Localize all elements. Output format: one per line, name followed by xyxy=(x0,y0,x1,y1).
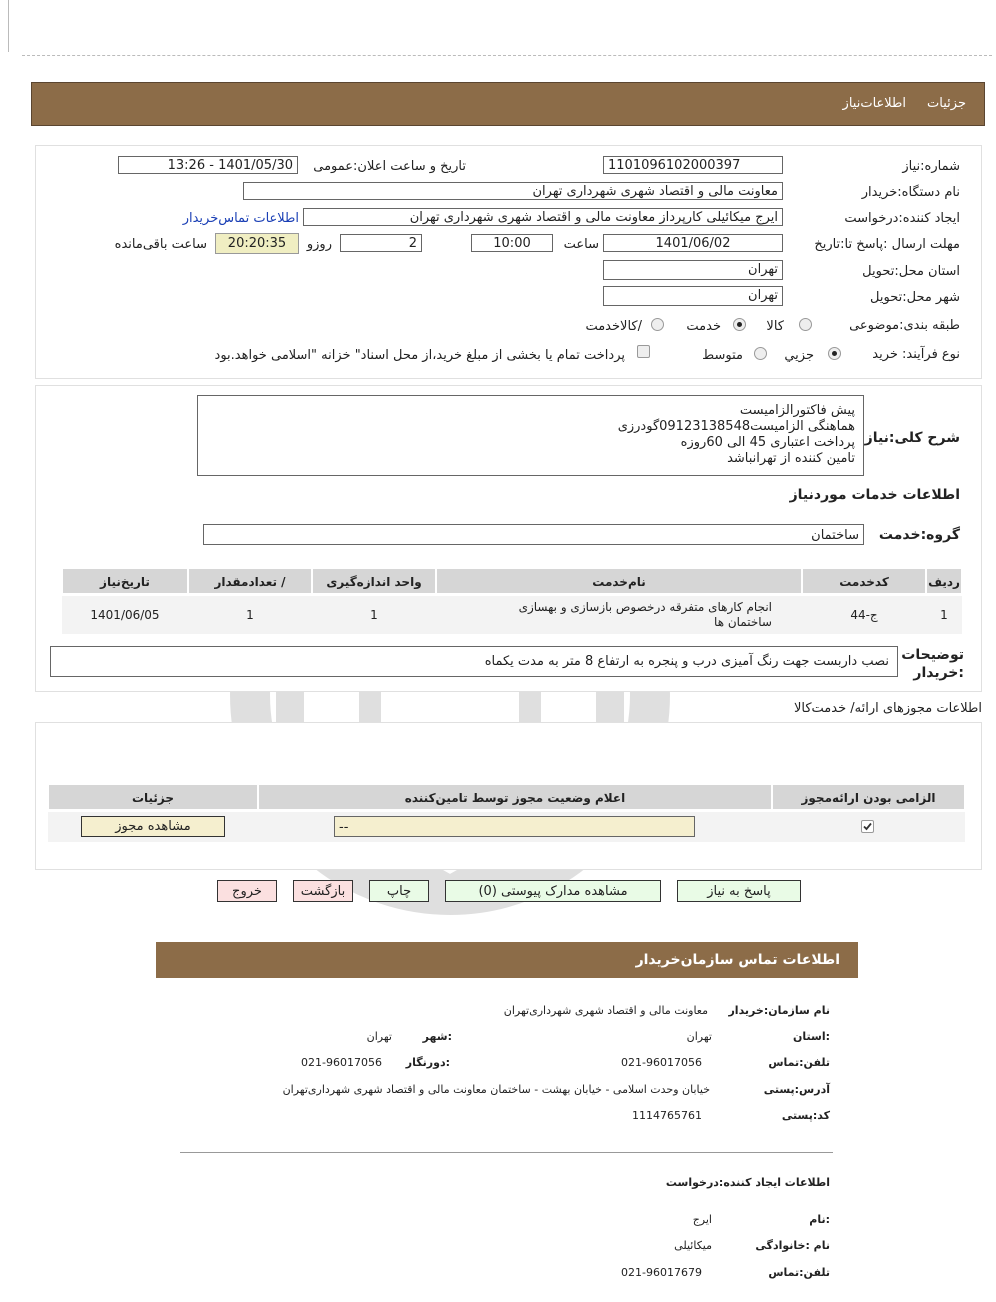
category-label: طبقه بندی:موضوعی xyxy=(849,318,960,333)
need-number-field: 1101096102000397 xyxy=(603,156,783,174)
col-unit-header: واحد اندازه‌گیری xyxy=(312,568,436,594)
category-service-radio[interactable] xyxy=(733,318,746,331)
creator-label: ایجاد کننده:درخواست xyxy=(844,211,960,226)
description-box xyxy=(197,395,864,476)
back-button[interactable]: بازگشت xyxy=(293,880,353,902)
reply-button[interactable]: پاسخ به نیاز xyxy=(677,880,801,902)
cell-row: 1 xyxy=(940,608,948,622)
permit-status-field[interactable]: -- xyxy=(334,816,695,837)
view-permit-button[interactable]: مشاهده مجوز xyxy=(81,816,225,837)
description-label: شرح کلی:نیاز xyxy=(864,430,960,446)
description-line-1: پیش فاکتورالزامیست xyxy=(739,403,855,418)
contact-postal-label: کد:پستی xyxy=(781,1109,830,1122)
col-qty-header: / تعدادمقدار xyxy=(188,568,312,594)
category-both-label: /کالاخدمت xyxy=(585,319,642,334)
page-title: اطلاعات‌نیاز xyxy=(842,96,906,111)
contact-address-value: خیابان وحدت اسلامی - خیابان بهشت - ساختمان معاونت مالی و اقتصاد شهری شهرداری‌تهران xyxy=(282,1083,710,1096)
buyer-notes-label: توضیحات :خریدار xyxy=(901,647,964,681)
contact-postal-value: 1114765761 xyxy=(632,1109,702,1122)
contact-address-label: آدرس:پستی xyxy=(763,1083,830,1096)
process-label: نوع فرآیند: خرید xyxy=(872,347,960,362)
service-group-field: ساختمان xyxy=(203,524,864,545)
city-label: شهر محل:تحویل xyxy=(870,290,960,305)
col-name-header: نام‌خدمت xyxy=(436,568,802,594)
buyer-contact-link[interactable]: اطلاعات تماس‌خریدار xyxy=(182,211,299,226)
details-tab[interactable]: جزئیات xyxy=(927,96,966,111)
contact-province-label: :استان xyxy=(793,1030,830,1043)
contact-header-bar xyxy=(156,942,858,978)
header-bar xyxy=(31,82,985,126)
permit-required-checkbox[interactable] xyxy=(861,820,874,833)
province-field: تهران xyxy=(603,260,783,280)
cell-qty: 1 xyxy=(246,608,254,622)
left-border-line xyxy=(8,0,9,52)
contact-fax-label: :دورنگار xyxy=(405,1056,450,1069)
creator-family-label: نام :خانوادگی xyxy=(755,1239,830,1252)
process-medium-label: متوسط xyxy=(702,348,743,363)
table-row xyxy=(62,596,962,634)
top-divider xyxy=(22,55,992,56)
province-label: استان محل:تحویل xyxy=(862,264,960,279)
creator-field: ایرج میکائیلی کارپرداز معاونت مالی و اقتصاد شهری شهرداری تهران xyxy=(303,208,783,226)
city-field: تهران xyxy=(603,286,783,306)
cell-code: ج-44 xyxy=(850,608,878,622)
permits-title: اطلاعات مجوزهای ارائه/ خدمت‌کالا xyxy=(793,701,982,716)
category-service-label: خدمت xyxy=(686,319,721,334)
days-label: روزو xyxy=(306,237,332,252)
creator-family-value: میکائیلی xyxy=(674,1239,712,1252)
permit-details-header: جزئیات xyxy=(48,784,258,810)
contact-org-label: نام سازمان:خریدار xyxy=(728,1004,830,1017)
creator-phone-label: تلفن:تماس xyxy=(768,1266,830,1279)
contact-city-value: تهران xyxy=(366,1030,392,1043)
creator-name-label: :نام xyxy=(809,1213,830,1226)
remaining-label: ساعت باقی‌مانده xyxy=(114,237,207,252)
description-line-3: پرداخت اعتباری 45 الی 60روزه xyxy=(680,435,855,450)
category-goods-label: کالا xyxy=(766,319,784,334)
treasury-payment-checkbox[interactable] xyxy=(637,345,650,358)
creator-info-title: اطلاعات ایجاد کننده:درخواست xyxy=(665,1176,830,1189)
creator-name-value: ایرج xyxy=(692,1213,712,1226)
col-row-header: ردیف xyxy=(926,568,962,594)
buyer-org-label: نام دستگاه:خریدار xyxy=(861,185,960,200)
announce-field xyxy=(118,156,298,174)
permit-required-header: الزامی بودن ارائه‌مجوز xyxy=(772,784,965,810)
col-date-header: تاریخ‌نیاز xyxy=(62,568,188,594)
deadline-time-label: ساعت xyxy=(563,237,599,252)
service-group-label: گروه:خدمت xyxy=(878,527,960,543)
process-partial-label: جزيي xyxy=(784,348,814,363)
need-number-label: شماره:نیاز xyxy=(902,159,960,174)
contact-phone-value: 021-96017056 xyxy=(621,1056,702,1069)
buyer-notes-box: نصب داربست جهت رنگ آمیزی درب و پنجره به ارتفاع 8 متر به مدت یکماه xyxy=(50,646,898,677)
services-section-title: اطلاعات خدمات موردنیاز xyxy=(789,487,960,503)
col-code-header: کدخدمت xyxy=(802,568,926,594)
description-line-2: هماهنگی الزامیست09123138548گودرزی xyxy=(617,419,855,434)
buyer-org-field: معاونت مالی و اقتصاد شهری شهرداری تهران xyxy=(243,182,783,200)
contact-phone-label: تلفن:تماس xyxy=(768,1056,830,1069)
remaining-timer: 20:20:35 xyxy=(215,233,299,254)
services-table xyxy=(62,568,962,636)
contact-title: اطلاعات تماس سازمان‌خریدار xyxy=(635,952,840,968)
creator-phone-value: 021-96017679 xyxy=(621,1266,702,1279)
contact-divider xyxy=(180,1152,833,1153)
contact-province-value: تهران xyxy=(686,1030,712,1043)
announce-label: تاریخ و ساعت اعلان:عمومی xyxy=(313,159,466,174)
contact-org-value: معاونت مالی و اقتصاد شهری شهرداری‌تهران xyxy=(503,1004,708,1017)
permit-status-header: اعلام وضعیت مجوز توسط تامین‌کننده xyxy=(258,784,772,810)
exit-button[interactable]: خروج xyxy=(217,880,277,902)
deadline-date-field: 1401/06/02 xyxy=(603,234,783,252)
process-partial-radio[interactable] xyxy=(828,347,841,360)
announce-value: 1401/05/30 - 13:26 xyxy=(167,158,293,173)
category-goods-radio[interactable] xyxy=(799,318,812,331)
deadline-label: مهلت ارسال :پاسخ تا:تاریخ xyxy=(814,237,960,252)
treasury-payment-label: پرداخت تمام یا بخشی از مبلغ خرید،از محل اسناد" خزانه "اسلامی خواهد.بود xyxy=(214,348,625,363)
print-button[interactable]: چاپ xyxy=(369,880,429,902)
cell-date: 1401/06/05 xyxy=(90,608,160,622)
description-line-4: تامین کننده از تهرانباشد xyxy=(727,451,855,466)
days-field: 2 xyxy=(340,234,422,252)
cell-service-name: انجام کارهای متفرقه درخصوص بازسازی و بهسازی ساختمان ها xyxy=(518,600,772,629)
attachments-button[interactable]: مشاهده مدارک پیوستی (0) xyxy=(445,880,661,902)
contact-city-label: :شهر xyxy=(422,1030,452,1043)
process-medium-radio[interactable] xyxy=(754,347,767,360)
deadline-time-field: 10:00 xyxy=(471,234,553,252)
category-both-radio[interactable] xyxy=(651,318,664,331)
need-info-panel xyxy=(35,145,982,379)
contact-fax-value: 021-96017056 xyxy=(301,1056,382,1069)
cell-unit: 1 xyxy=(370,608,378,622)
check-icon xyxy=(862,821,873,832)
